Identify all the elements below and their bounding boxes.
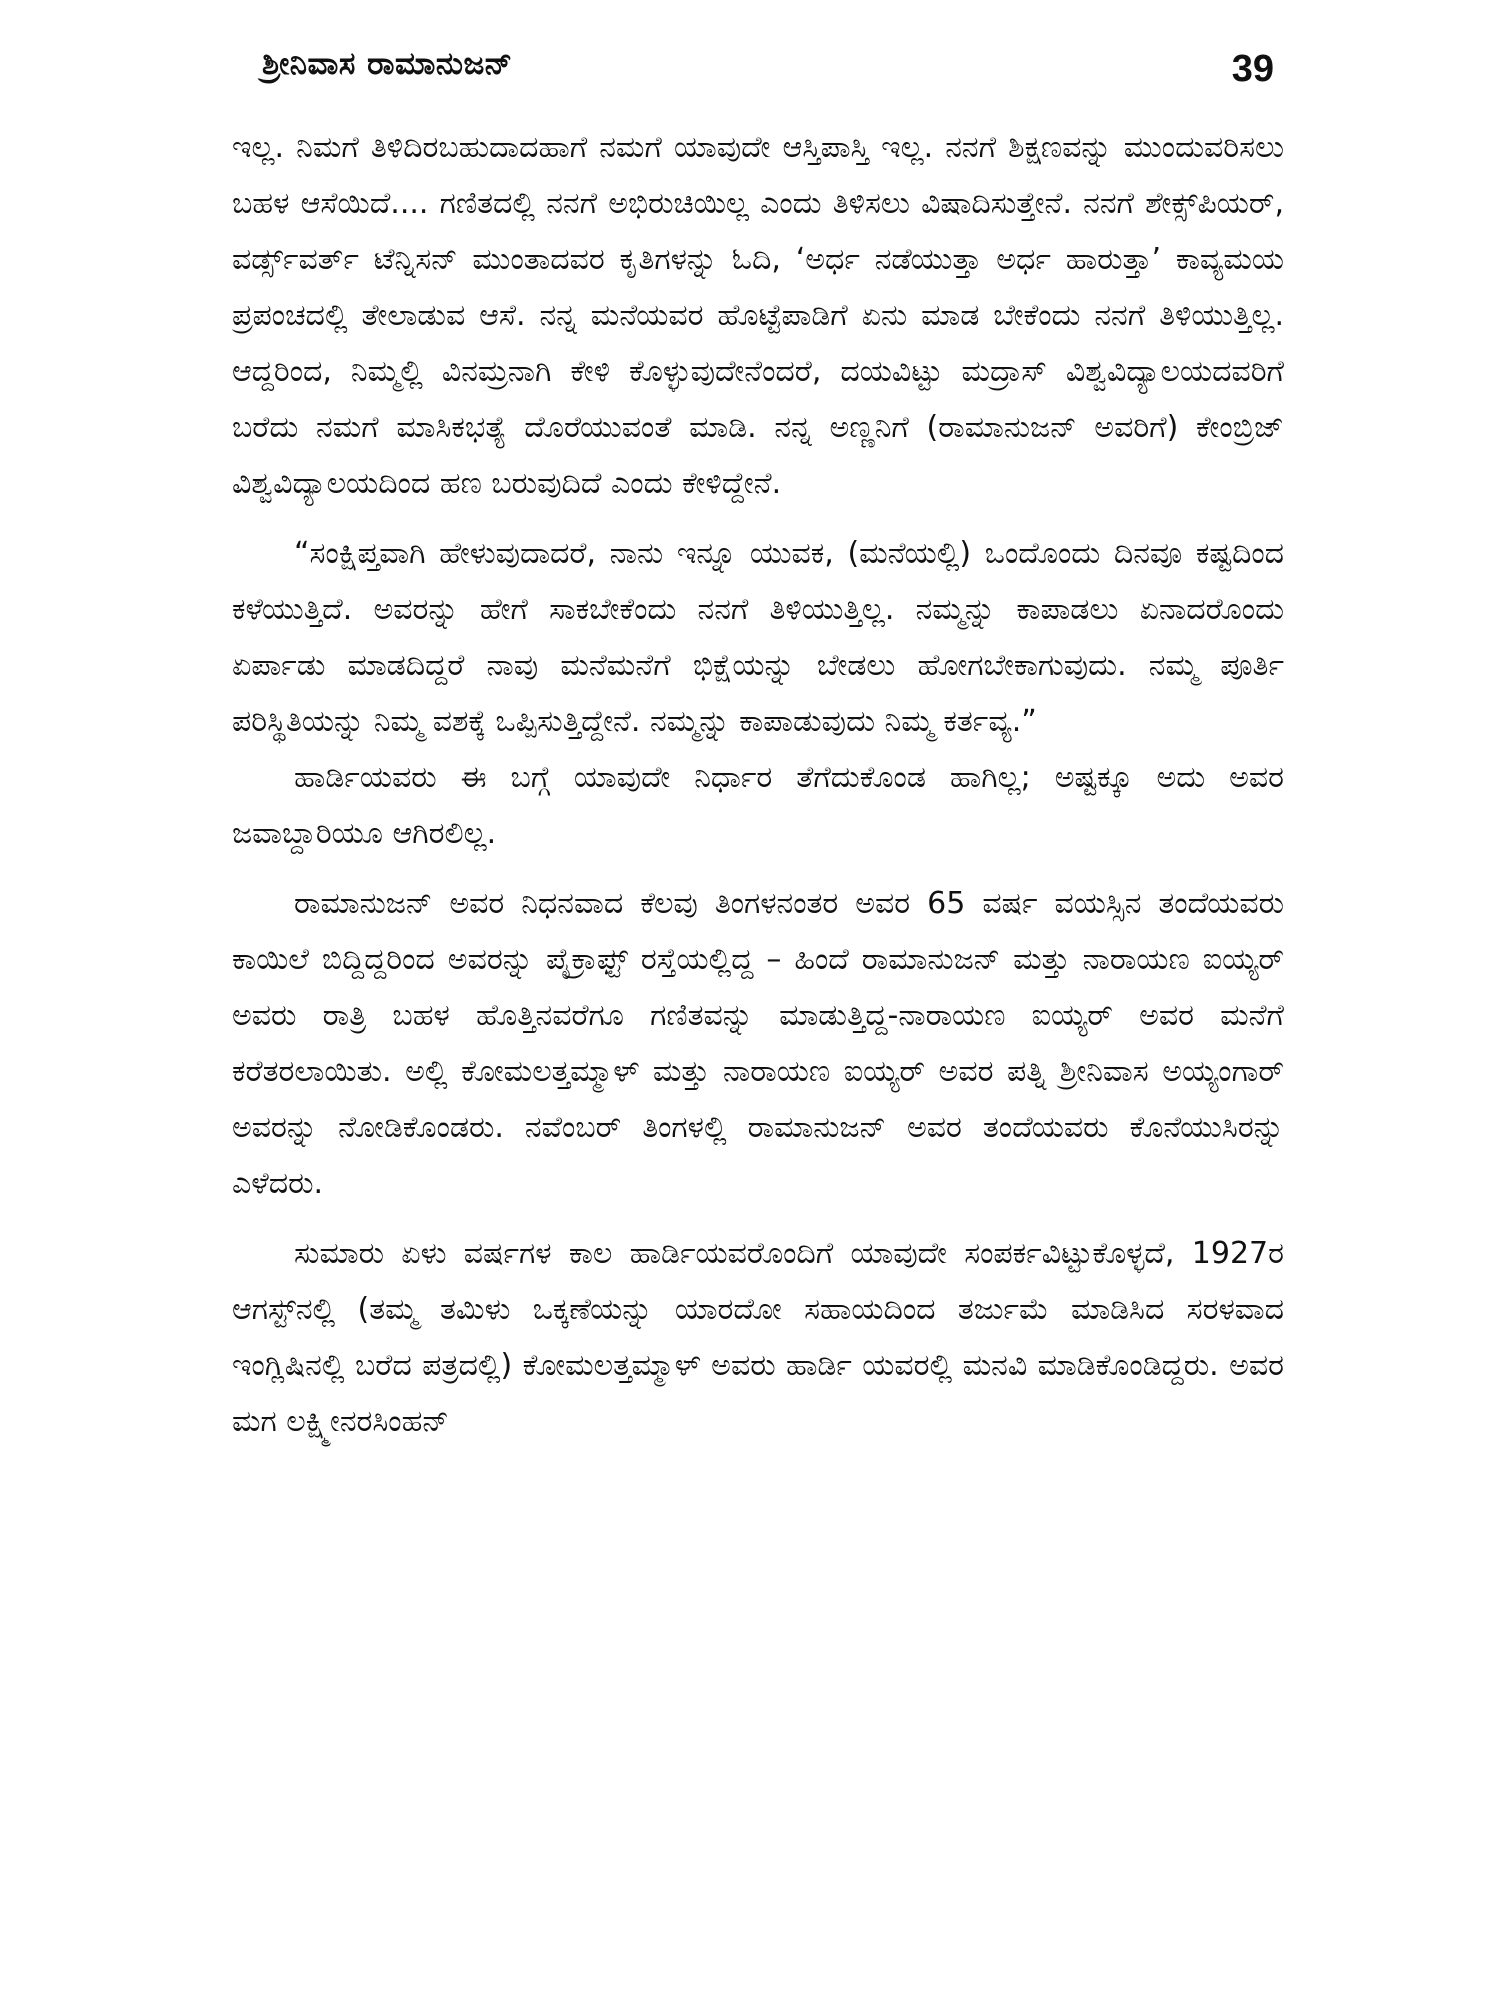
paragraph-letter-continued: ಇಲ್ಲ. ನಿಮಗೆ ತಿಳಿದಿರಬಹುದಾದಹಾಗೆ ನಮಗೆ ಯಾವುದೇ ಆಸ್ತಿಪಾಸ್ತಿ ಇಲ್ಲ. ನನಗೆ ಶಿಕ್ಷಣವನ್ನು ಮುಂದುವರಿಸಲು ಬಹಳ ಆಸೆಯಿದೆ.... ಗಣಿತದಲ್ಲಿ ನನಗೆ ಅಭಿರುಚಿಯಿಲ್ಲ ಎಂದು ತಿಳಿಸಲು ವಿಷಾದಿಸುತ್ತೇನೆ. ನನಗೆ ಶೇಕ್ಸ್‌ಪಿಯರ್, ವರ್ಡ್ಸ್‌ವರ್ತ್ ಟೆನ್ನಿಸನ್ ಮುಂತಾದವರ ಕೃತಿಗಳನ್ನು ಓದಿ, ‘ಅರ್ಧ ನಡೆಯುತ್ತಾ ಅರ್ಧ ಹಾರುತ್ತಾ’ ಕಾವ್ಯಮಯ ಪ್ರಪಂಚದಲ್ಲಿ ತೇಲಾಡುವ ಆಸೆ. ನನ್ನ ಮನೆಯವರ ಹೊಟ್ಟೆಪಾಡಿಗೆ ಏನು ಮಾಡ ಬೇಕೆಂದು ನನಗೆ ತಿಳಿಯುತ್ತಿಲ್ಲ. ಆದ್ದರಿಂದ, ನಿಮ್ಮಲ್ಲಿ ವಿನಮ್ರನಾಗಿ ಕೇಳಿ ಕೊಳ್ಳುವುದೇನೆಂದರೆ, ದಯವಿಟ್ಟು ಮದ್ರಾಸ್ ವಿಶ್ವವಿದ್ಯಾಲಯದವರಿಗೆ ಬರೆದು ನಮಗೆ ಮಾಸಿಕಭತ್ಯೆ ದೊರೆಯುವಂತೆ ಮಾಡಿ. ನನ್ನ ಅಣ್ಣನಿಗೆ (ರಾಮಾನುಜನ್ ಅವರಿಗೆ) ಕೇಂಬ್ರಿಜ್ ವಿಶ್ವವಿದ್ಯಾಲಯದಿಂದ ಹಣ ಬರುವುದಿದೆ ಎಂದು ಕೇಳಿದ್ದೇನೆ. [232, 130, 1284, 501]
paragraph-hardy-response: ಹಾರ್ಡಿಯವರು ಈ ಬಗ್ಗೆ ಯಾವುದೇ ನಿರ್ಧಾರ ತೆಗೆದುಕೊಂಡ ಹಾಗಿಲ್ಲ; ಅಷ್ಟಕ್ಕೂ ಅದು ಅವರ ಜವಾಬ್ದಾರಿಯೂ ಆಗಿರಲಿಲ್ಲ. [232, 760, 1284, 851]
page-header [262, 38, 1274, 98]
paragraph-komalatammal-appeal: ಸುಮಾರು ಏಳು ವರ್ಷಗಳ ಕಾಲ ಹಾರ್ಡಿಯವರೊಂದಿಗೆ ಯಾವುದೇ ಸಂಪರ್ಕವಿಟ್ಟುಕೊಳ್ಳದೆ, 1927ರ ಆಗಸ್ಟ್‌ನಲ್ಲಿ (ತಮ್ಮ ತಮಿಳು ಒಕ್ಕಣೆಯನ್ನು ಯಾರದೋ ಸಹಾಯದಿಂದ ತರ್ಜುಮೆ ಮಾಡಿಸಿದ ಸರಳವಾದ ಇಂಗ್ಲಿಷಿನಲ್ಲಿ ಬರೆದ ಪತ್ರದಲ್ಲಿ) ಕೋಮಲತ್ತಮ್ಮಾಳ್ ಅವರು ಹಾರ್ಡಿ ಯವರಲ್ಲಿ ಮನವಿ ಮಾಡಿಕೊಂಡಿದ್ದರು. ಅವರ ಮಗ ಲಕ್ಷ್ಮೀನರಸಿಂಹನ್ [232, 1236, 1284, 1439]
paragraph-father-death: ರಾಮಾನುಜನ್ ಅವರ ನಿಧನವಾದ ಕೆಲವು ತಿಂಗಳನಂತರ ಅವರ 65 ವರ್ಷ ವಯಸ್ಸಿನ ತಂದೆಯವರು ಕಾಯಿಲೆ ಬಿದ್ದಿದ್ದರಿಂದ ಅವರನ್ನು ಪೈಕ್ರಾಫ್ಟ್ ರಸ್ತೆಯಲ್ಲಿದ್ದ – ಹಿಂದೆ ರಾಮಾನುಜನ್ ಮತ್ತು ನಾರಾಯಣ ಐಯ್ಯರ್ ಅವರು ರಾತ್ರಿ ಬಹಳ ಹೊತ್ತಿನವರೆಗೂ ಗಣಿತವನ್ನು ಮಾಡುತ್ತಿದ್ದ-ನಾರಾಯಣ ಐಯ್ಯರ್ ಅವರ ಮನೆಗೆ ಕರೆತರಲಾಯಿತು. ಅಲ್ಲಿ ಕೋಮಲತ್ತಮ್ಮಾಳ್ ಮತ್ತು ನಾರಾಯಣ ಐಯ್ಯರ್ ಅವರ ಪತ್ನಿ ಶ್ರೀನಿವಾಸ ಅಯ್ಯಂಗಾರ್ ಅವರನ್ನು ನೋಡಿಕೊಂಡರು. ನವೆಂಬರ್ ತಿಂಗಳಲ್ಲಿ ರಾಮಾನುಜನ್ ಅವರ ತಂದೆಯವರು ಕೊನೆಯುಸಿರನ್ನು ಎಳೆದರು. [232, 886, 1284, 1201]
running-title: ಶ್ರೀನಿವಾಸ ರಾಮಾನುಜನ್ [262, 46, 513, 82]
page-number: 39 [1231, 48, 1274, 90]
paragraph-letter-closing: “ಸಂಕ್ಷಿಪ್ತವಾಗಿ ಹೇಳುವುದಾದರೆ, ನಾನು ಇನ್ನೂ ಯುವಕ, (ಮನೆಯಲ್ಲಿ) ಒಂದೊಂದು ದಿನವೂ ಕಷ್ಟದಿಂದ ಕಳೆಯುತ್ತಿದೆ. ಅವರನ್ನು ಹೇಗೆ ಸಾಕಬೇಕೆಂದು ನನಗೆ ತಿಳಿಯುತ್ತಿಲ್ಲ. ನಮ್ಮನ್ನು ಕಾಪಾಡಲು ಏನಾದರೊಂದು ಏರ್ಪಾಡು ಮಾಡದಿದ್ದರೆ ನಾವು ಮನೆಮನೆಗೆ ಭಿಕ್ಷೆಯನ್ನು ಬೇಡಲು ಹೋಗಬೇಕಾಗುವುದು. ನಮ್ಮ ಪೂರ್ತಿ ಪರಿಸ್ಥಿತಿಯನ್ನು ನಿಮ್ಮ ವಶಕ್ಕೆ ಒಪ್ಪಿಸುತ್ತಿದ್ದೇನೆ. ನಮ್ಮನ್ನು ಕಾಪಾಡುವುದು ನಿಮ್ಮ ಕರ್ತವ್ಯ.” [232, 536, 1284, 739]
body-text [232, 120, 1284, 1450]
